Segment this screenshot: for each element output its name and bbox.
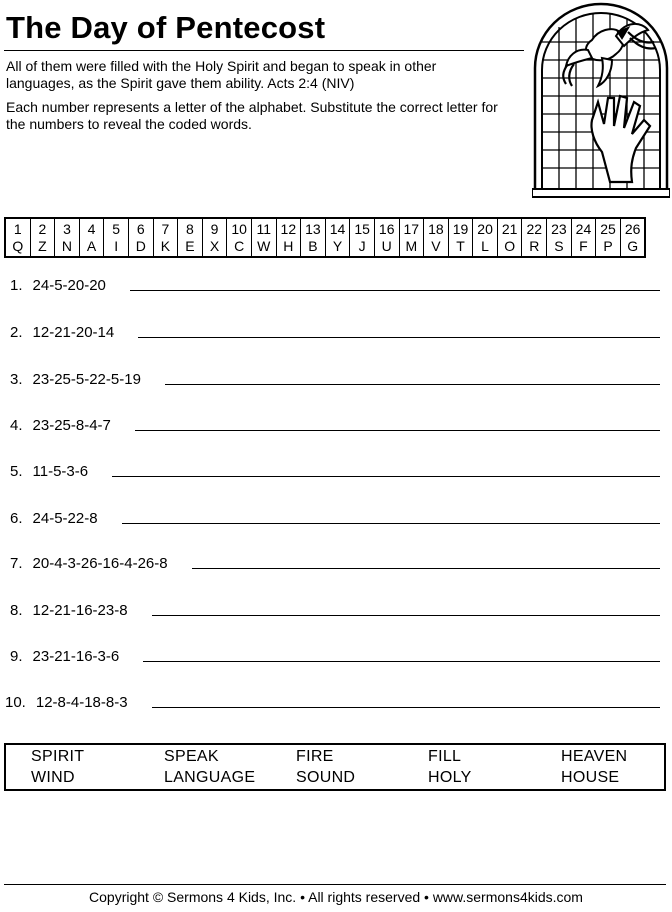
- cipher-letter: I: [104, 238, 129, 257]
- cipher-letter: D: [128, 238, 153, 257]
- cipher-letter: S: [547, 238, 572, 257]
- question-code: 12-21-20-14: [32, 324, 115, 341]
- question-number: 3.: [10, 371, 23, 388]
- cipher-number: 1: [5, 218, 30, 238]
- cipher-letter: L: [473, 238, 498, 257]
- cipher-letter: K: [153, 238, 178, 257]
- word-bank-item: HEAVEN: [561, 748, 628, 765]
- cipher-letter: Y: [325, 238, 350, 257]
- cipher-letter: Q: [5, 238, 30, 257]
- question-3: [10, 364, 660, 388]
- cipher-letter: C: [227, 238, 252, 257]
- word-bank-item: SPEAK: [164, 748, 219, 765]
- cipher-number: 16: [374, 218, 399, 238]
- question-1: [10, 270, 660, 294]
- cipher-letter: M: [399, 238, 424, 257]
- instructions: Each number represents a letter of the alphabet. Substitute the correct letter for the numbers to reveal the coded words.: [6, 99, 498, 132]
- cipher-letter: P: [596, 238, 621, 257]
- cipher-letter: A: [79, 238, 104, 257]
- answer-line[interactable]: [112, 476, 660, 477]
- stained-glass-window-dove-hand-icon: [532, 2, 670, 198]
- question-code: 11-5-3-6: [32, 463, 89, 480]
- question-6: [10, 503, 660, 527]
- word-bank-item: HOUSE: [561, 769, 620, 786]
- answer-line[interactable]: [138, 337, 660, 338]
- cipher-number: 21: [497, 218, 522, 238]
- question-code: 12-21-16-23-8: [32, 602, 128, 619]
- question-number: 10.: [5, 694, 26, 711]
- cipher-number: 15: [350, 218, 375, 238]
- cipher-number: 14: [325, 218, 350, 238]
- cipher-number: 23: [547, 218, 572, 238]
- question-code: 23-25-8-4-7: [32, 417, 111, 434]
- question-number: 4.: [10, 417, 23, 434]
- cipher-letter: Z: [30, 238, 55, 257]
- cipher-number: 18: [424, 218, 449, 238]
- answer-line[interactable]: [130, 290, 660, 291]
- cipher-number: 20: [473, 218, 498, 238]
- question-number: 2.: [10, 324, 23, 341]
- cipher-number: 9: [202, 218, 227, 238]
- cipher-number: 17: [399, 218, 424, 238]
- cipher-number: 13: [301, 218, 326, 238]
- cipher-letter: T: [448, 238, 473, 257]
- cipher-number: 5: [104, 218, 129, 238]
- question-8: [10, 595, 660, 619]
- cipher-letter: V: [424, 238, 449, 257]
- cipher-letter: E: [178, 238, 203, 257]
- cipher-letter: U: [374, 238, 399, 257]
- question-code: 23-21-16-3-6: [32, 648, 120, 665]
- cipher-number: 11: [251, 218, 276, 238]
- cipher-letter: F: [571, 238, 596, 257]
- copyright-footer: Copyright © Sermons 4 Kids, Inc. • All rights reserved • www.sermons4kids.com: [89, 889, 583, 905]
- question-number: 1.: [10, 277, 23, 294]
- cipher-number: 22: [522, 218, 547, 238]
- question-number: 5.: [10, 463, 23, 480]
- question-5: [10, 456, 660, 480]
- cipher-letter: O: [497, 238, 522, 257]
- scripture-verse: All of them were filled with the Holy Spirit and began to speak in other languages, as the Spirit gave them ability. Acts 2:4 (NIV): [6, 58, 437, 91]
- page-title: The Day of Pentecost: [6, 10, 326, 45]
- question-10: [5, 687, 660, 711]
- cipher-letter: G: [620, 238, 645, 257]
- cipher-letter: N: [55, 238, 80, 257]
- question-code: 12-8-4-18-8-3: [35, 694, 128, 711]
- cipher-number: 26: [620, 218, 645, 238]
- cipher-number: 24: [571, 218, 596, 238]
- word-bank-item: FIRE: [296, 748, 334, 765]
- cipher-letter: R: [522, 238, 547, 257]
- footer-divider: [4, 884, 666, 885]
- answer-line[interactable]: [192, 568, 660, 569]
- question-9: [10, 641, 660, 665]
- cipher-number: 4: [79, 218, 104, 238]
- question-7: [10, 548, 660, 572]
- word-bank-item: FILL: [428, 748, 462, 765]
- question-code: 24-5-22-8: [32, 510, 98, 527]
- answer-line[interactable]: [122, 523, 660, 524]
- answer-line[interactable]: [152, 707, 660, 708]
- cipher-letter: J: [350, 238, 375, 257]
- cipher-number: 19: [448, 218, 473, 238]
- question-code: 24-5-20-20: [32, 277, 106, 294]
- cipher-key-table: [4, 217, 646, 258]
- word-bank-item: LANGUAGE: [164, 769, 256, 786]
- answer-line[interactable]: [152, 615, 660, 616]
- cipher-number: 3: [55, 218, 80, 238]
- word-bank-item: SPIRIT: [31, 748, 85, 765]
- cipher-letter: B: [301, 238, 326, 257]
- question-code: 23-25-5-22-5-19: [32, 371, 141, 388]
- question-4: [10, 410, 660, 434]
- cipher-number: 6: [128, 218, 153, 238]
- cipher-number: 25: [596, 218, 621, 238]
- word-bank-item: HOLY: [428, 769, 472, 786]
- answer-line[interactable]: [165, 384, 660, 385]
- question-number: 8.: [10, 602, 23, 619]
- word-bank: [4, 743, 666, 791]
- title-divider: [4, 50, 524, 51]
- question-code: 20-4-3-26-16-4-26-8: [32, 555, 168, 572]
- answer-line[interactable]: [143, 661, 660, 662]
- cipher-letter: H: [276, 238, 301, 257]
- cipher-letter: X: [202, 238, 227, 257]
- cipher-letter: W: [251, 238, 276, 257]
- question-number: 9.: [10, 648, 23, 665]
- cipher-number: 7: [153, 218, 178, 238]
- question-number: 7.: [10, 555, 23, 572]
- cipher-number: 8: [178, 218, 203, 238]
- cipher-number: 10: [227, 218, 252, 238]
- word-bank-item: SOUND: [296, 769, 356, 786]
- question-2: [10, 317, 660, 341]
- answer-line[interactable]: [135, 430, 660, 431]
- cipher-number: 2: [30, 218, 55, 238]
- question-number: 6.: [10, 510, 23, 527]
- word-bank-item: WIND: [31, 769, 75, 786]
- cipher-number: 12: [276, 218, 301, 238]
